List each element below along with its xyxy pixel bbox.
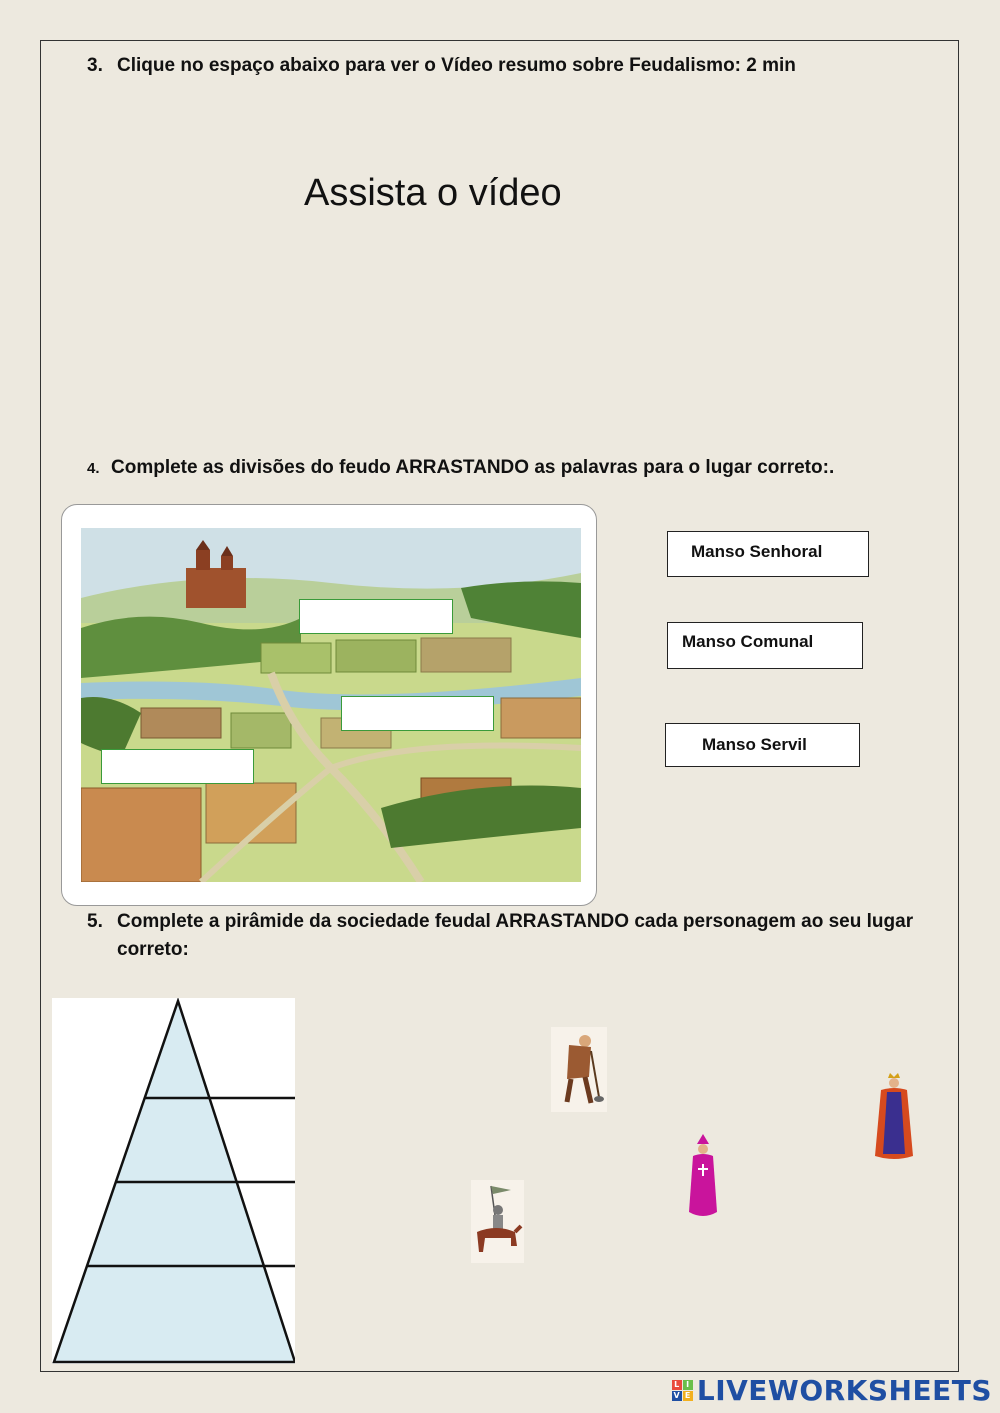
question-4-number: 4. — [87, 460, 100, 477]
question-5 — [87, 908, 937, 964]
logo-mark-icon: L I V E — [672, 1380, 693, 1401]
question-5-text: Complete a pirâmide da sociedade feudal ARRASTANDO cada personagem ao seu lugar correto: — [117, 911, 914, 960]
word-manso-comunal[interactable]: Manso Comunal — [667, 622, 863, 669]
question-3-text: Clique no espaço abaixo para ver o Vídeo resumo sobre Feudalismo: 2 min — [117, 55, 796, 76]
question-3-number: 3. — [87, 55, 103, 76]
brand-name: LIVEWORKSHEETS — [696, 1374, 992, 1407]
watch-video-link[interactable]: Assista o vídeo — [304, 172, 562, 214]
king-figure[interactable] — [873, 1070, 915, 1162]
question-5-number: 5. — [87, 911, 103, 932]
drop-zone-3[interactable] — [101, 749, 254, 784]
question-4-text: Complete as divisões do feudo ARRASTANDO as palavras para o lugar correto:. — [111, 457, 835, 478]
feudal-pyramid — [52, 998, 295, 1364]
bishop-figure[interactable] — [683, 1132, 723, 1220]
fief-map-illustration — [81, 528, 581, 882]
drop-zone-1[interactable] — [299, 599, 453, 634]
peasant-figure[interactable] — [551, 1027, 607, 1112]
liveworksheets-logo — [672, 1374, 992, 1407]
question-4 — [87, 454, 834, 483]
word-manso-servil[interactable]: Manso Servil — [665, 723, 860, 767]
knight-figure[interactable] — [471, 1180, 524, 1263]
question-3 — [87, 52, 796, 80]
word-manso-senhoral[interactable]: Manso Senhoral — [667, 531, 869, 577]
drop-zone-2[interactable] — [341, 696, 494, 731]
